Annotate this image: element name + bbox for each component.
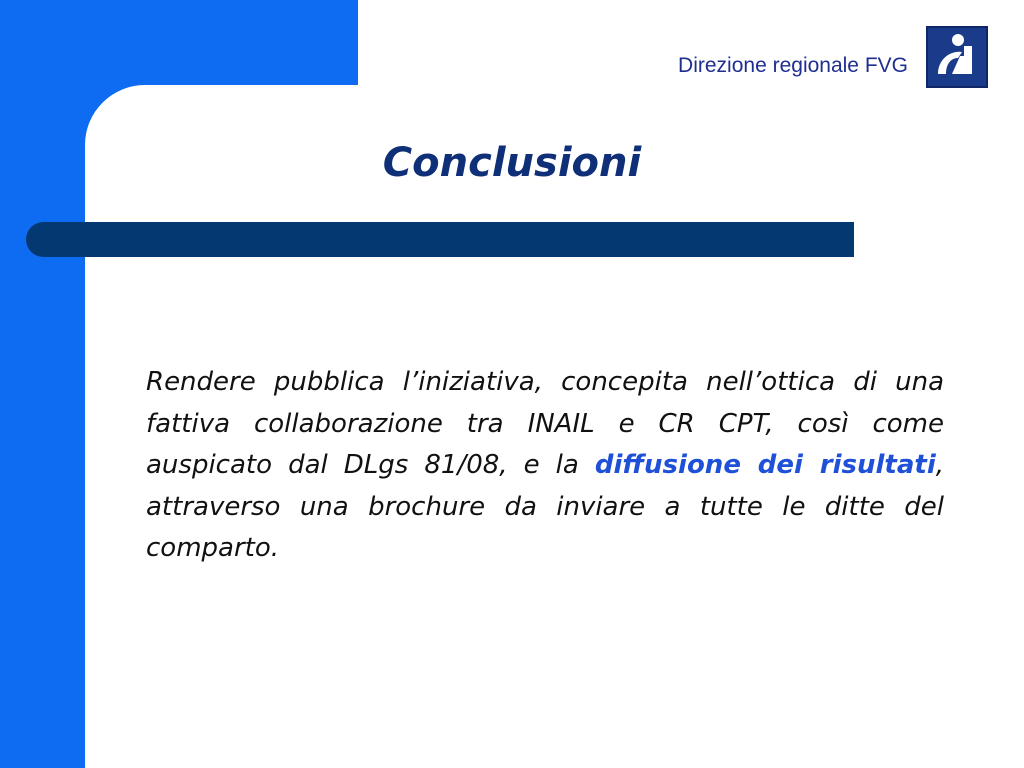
title-underline-bar [26, 222, 854, 257]
body-highlight: diffusione dei risultati [594, 450, 936, 480]
top-decor-band [0, 0, 358, 85]
body-text-part1: Rendere pubblica l’iniziativa, concepita nell’ottica di una fattiva collaborazione tra INAIL e CR CPT, così come auspicato dal DLgs 81/08, e la [146, 367, 944, 480]
org-label: Direzione regionale FVG [678, 54, 908, 77]
inail-logo-icon [926, 26, 988, 88]
left-decor-band [0, 0, 85, 768]
body-text-part2: , attraverso una brochure da inviare a tutte le ditte del comparto. [146, 450, 944, 563]
slide-title: Conclusioni [382, 140, 642, 186]
logo-graphic [928, 28, 986, 86]
slide-body-paragraph [146, 362, 944, 570]
